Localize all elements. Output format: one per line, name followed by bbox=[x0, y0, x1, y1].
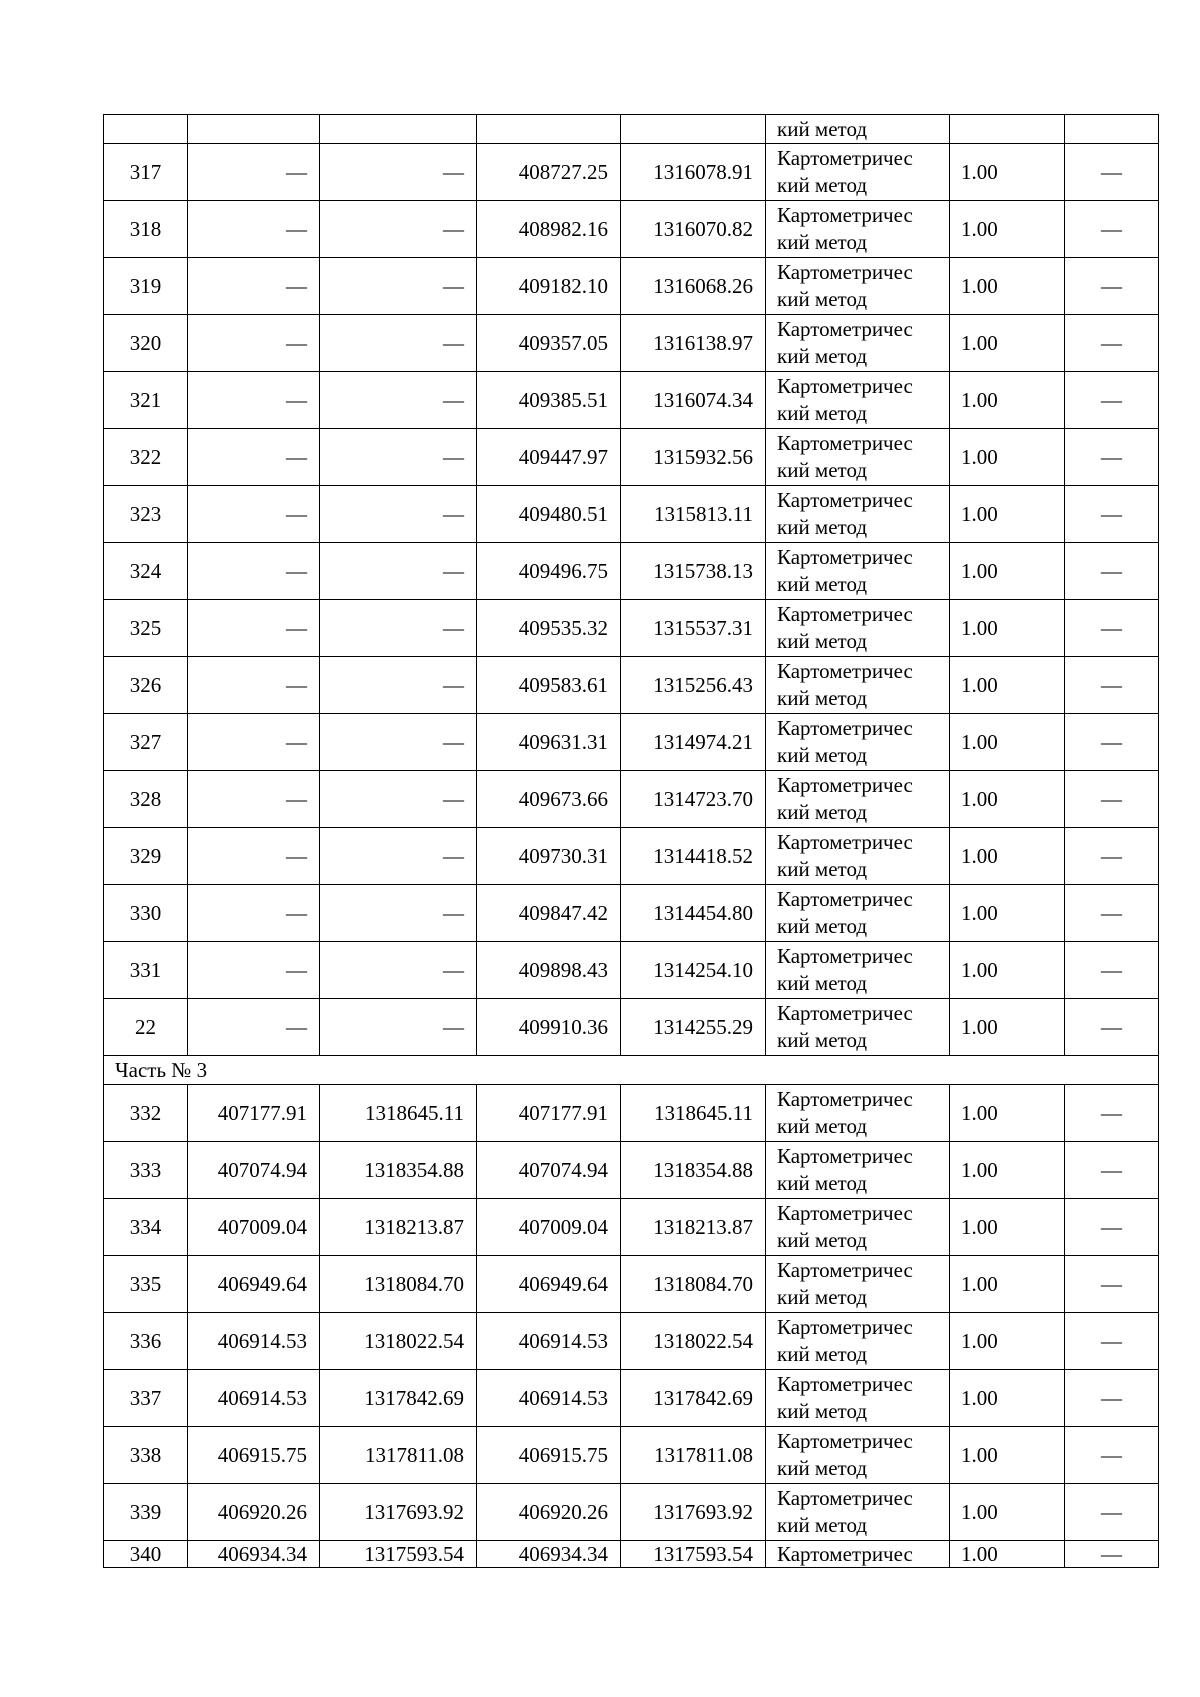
cell-point-number: 338 bbox=[104, 1427, 188, 1484]
cell-accuracy: 1.00 bbox=[950, 999, 1065, 1056]
cell-y-new: 1315932.56 bbox=[621, 429, 766, 486]
cell-point-number: 336 bbox=[104, 1313, 188, 1370]
cell-x-new: 406914.53 bbox=[477, 1313, 621, 1370]
method-line: кий метод bbox=[777, 857, 868, 881]
cell-x-new: 409385.51 bbox=[477, 372, 621, 429]
cell-accuracy: 1.00 bbox=[950, 1142, 1065, 1199]
coordinates-table bbox=[103, 114, 1159, 1568]
cell-note: — bbox=[1065, 201, 1159, 258]
method-line: Картометричес bbox=[777, 545, 913, 569]
cell-y-old: — bbox=[320, 828, 477, 885]
method-line: Картометричес bbox=[777, 374, 913, 398]
table-body bbox=[104, 115, 1159, 1568]
cell-accuracy: 1.00 bbox=[950, 714, 1065, 771]
cell-y-old: — bbox=[320, 714, 477, 771]
cell-y-old: — bbox=[320, 429, 477, 486]
cell-y-old: 1317811.08 bbox=[320, 1427, 477, 1484]
cell-x-new: 408727.25 bbox=[477, 144, 621, 201]
cell-accuracy: 1.00 bbox=[950, 1199, 1065, 1256]
cell-y-new: 1316074.34 bbox=[621, 372, 766, 429]
cell-note: — bbox=[1065, 657, 1159, 714]
cell-y-new: 1314255.29 bbox=[621, 999, 766, 1056]
cell-y-new: 1314254.10 bbox=[621, 942, 766, 999]
cell-y-new: 1314454.80 bbox=[621, 885, 766, 942]
cell-x-new: 409583.61 bbox=[477, 657, 621, 714]
cell-x-old: 406914.53 bbox=[188, 1313, 320, 1370]
cell-y-old: — bbox=[320, 315, 477, 372]
cell-y-old: 1318022.54 bbox=[320, 1313, 477, 1370]
table-row bbox=[104, 1484, 1159, 1541]
cell-x-new: 406934.34 bbox=[477, 1541, 621, 1568]
table-row bbox=[104, 1256, 1159, 1313]
cell-note: — bbox=[1065, 429, 1159, 486]
cell-note: — bbox=[1065, 1541, 1159, 1568]
table-row bbox=[104, 771, 1159, 828]
method-line: Картометричес bbox=[777, 602, 913, 626]
cell-note: — bbox=[1065, 771, 1159, 828]
method-line: Картометричес bbox=[777, 1315, 913, 1339]
cell-y-new: 1315813.11 bbox=[621, 486, 766, 543]
cell-x-new: 409447.97 bbox=[477, 429, 621, 486]
cell-accuracy: 1.00 bbox=[950, 1313, 1065, 1370]
table-row bbox=[104, 1427, 1159, 1484]
cell-point-number: 334 bbox=[104, 1199, 188, 1256]
cell-y-old: — bbox=[320, 942, 477, 999]
cell-method bbox=[766, 714, 950, 771]
cell-x-old bbox=[188, 115, 320, 144]
cell-y-new: 1316078.91 bbox=[621, 144, 766, 201]
table-row bbox=[104, 486, 1159, 543]
cell-point-number: 337 bbox=[104, 1370, 188, 1427]
cell-note: — bbox=[1065, 1199, 1159, 1256]
cell-y-new: 1318354.88 bbox=[621, 1142, 766, 1199]
method-line: кий метод bbox=[777, 230, 868, 254]
cell-accuracy: 1.00 bbox=[950, 1256, 1065, 1313]
cell-method bbox=[766, 201, 950, 258]
cell-y-new: 1315537.31 bbox=[621, 600, 766, 657]
cell-x-old: — bbox=[188, 429, 320, 486]
method-line: Картометричес bbox=[777, 1258, 913, 1282]
method-line: кий метод bbox=[777, 1513, 868, 1537]
cell-point-number: 333 bbox=[104, 1142, 188, 1199]
cell-point-number: 325 bbox=[104, 600, 188, 657]
table-row bbox=[104, 714, 1159, 771]
method-line: кий метод bbox=[777, 287, 868, 311]
cell-x-new: 406914.53 bbox=[477, 1370, 621, 1427]
cell-x-new: 406915.75 bbox=[477, 1427, 621, 1484]
cell-x-old: — bbox=[188, 486, 320, 543]
cell-y-old: — bbox=[320, 201, 477, 258]
cell-x-old: — bbox=[188, 543, 320, 600]
cell-y-new: 1314418.52 bbox=[621, 828, 766, 885]
section-row bbox=[104, 1056, 1159, 1085]
cell-note: — bbox=[1065, 1484, 1159, 1541]
cell-point-number: 323 bbox=[104, 486, 188, 543]
cell-point-number: 326 bbox=[104, 657, 188, 714]
cell-x-old: 406920.26 bbox=[188, 1484, 320, 1541]
cell-method bbox=[766, 1370, 950, 1427]
method-line: кий метод bbox=[777, 1228, 868, 1252]
cell-y-new: 1318084.70 bbox=[621, 1256, 766, 1313]
cell-x-old: — bbox=[188, 657, 320, 714]
cell-x-new: 409730.31 bbox=[477, 828, 621, 885]
cell-method bbox=[766, 372, 950, 429]
cell-note: — bbox=[1065, 1085, 1159, 1142]
cell-x-new bbox=[477, 115, 621, 144]
cell-y-new: 1318022.54 bbox=[621, 1313, 766, 1370]
cell-method bbox=[766, 657, 950, 714]
cell-x-new: 408982.16 bbox=[477, 201, 621, 258]
cell-y-new: 1314723.70 bbox=[621, 771, 766, 828]
cell-y-old: 1317693.92 bbox=[320, 1484, 477, 1541]
cell-y-old: 1317593.54 bbox=[320, 1541, 477, 1568]
cell-y-new: 1316138.97 bbox=[621, 315, 766, 372]
table-row bbox=[104, 1370, 1159, 1427]
method-line: кий метод bbox=[777, 344, 868, 368]
cell-x-new: 406949.64 bbox=[477, 1256, 621, 1313]
cell-y-new bbox=[621, 115, 766, 144]
cell-y-new: 1314974.21 bbox=[621, 714, 766, 771]
cell-method bbox=[766, 144, 950, 201]
cell-x-new: 407177.91 bbox=[477, 1085, 621, 1142]
method-line: кий метод bbox=[777, 401, 868, 425]
cell-note: — bbox=[1065, 942, 1159, 999]
cell-x-new: 409480.51 bbox=[477, 486, 621, 543]
method-line: Картометричес bbox=[777, 260, 913, 284]
cell-y-old: — bbox=[320, 258, 477, 315]
table-row bbox=[104, 1313, 1159, 1370]
cell-y-old: — bbox=[320, 372, 477, 429]
cell-y-old: 1318645.11 bbox=[320, 1085, 477, 1142]
cell-y-new: 1317842.69 bbox=[621, 1370, 766, 1427]
cell-method bbox=[766, 315, 950, 372]
method-line: Картометричес bbox=[777, 1087, 913, 1111]
cell-x-old: 406934.34 bbox=[188, 1541, 320, 1568]
cell-note: — bbox=[1065, 1256, 1159, 1313]
cell-x-old: 406949.64 bbox=[188, 1256, 320, 1313]
table-row bbox=[104, 429, 1159, 486]
cell-x-old: — bbox=[188, 315, 320, 372]
cell-y-old: — bbox=[320, 771, 477, 828]
cell-method bbox=[766, 600, 950, 657]
cell-x-new: 409535.32 bbox=[477, 600, 621, 657]
cell-point-number: 331 bbox=[104, 942, 188, 999]
table-row bbox=[104, 543, 1159, 600]
cell-method bbox=[766, 1142, 950, 1199]
cell-point-number: 327 bbox=[104, 714, 188, 771]
cell-x-old: — bbox=[188, 600, 320, 657]
method-line: Картометричес bbox=[777, 1144, 913, 1168]
cell-y-new: 1317811.08 bbox=[621, 1427, 766, 1484]
cell-y-new: 1318645.11 bbox=[621, 1085, 766, 1142]
cell-method bbox=[766, 828, 950, 885]
cell-method bbox=[766, 1313, 950, 1370]
method-line: кий метод bbox=[777, 743, 868, 767]
table-row bbox=[104, 1199, 1159, 1256]
cell-x-new: 409673.66 bbox=[477, 771, 621, 828]
method-line: Картометричес bbox=[777, 1201, 913, 1225]
method-line: кий метод bbox=[777, 515, 868, 539]
cell-note: — bbox=[1065, 714, 1159, 771]
cell-accuracy: 1.00 bbox=[950, 657, 1065, 714]
cell-point-number: 322 bbox=[104, 429, 188, 486]
cell-x-old: — bbox=[188, 201, 320, 258]
cell-x-old: — bbox=[188, 258, 320, 315]
method-line: Картометричес bbox=[777, 1429, 913, 1453]
cell-y-old: 1317842.69 bbox=[320, 1370, 477, 1427]
cell-method bbox=[766, 1427, 950, 1484]
cell-y-old: — bbox=[320, 999, 477, 1056]
cell-y-old: 1318354.88 bbox=[320, 1142, 477, 1199]
table-row-continued bbox=[104, 115, 1159, 144]
cell-method bbox=[766, 885, 950, 942]
cell-point-number: 329 bbox=[104, 828, 188, 885]
section-label: Часть № 3 bbox=[104, 1056, 1159, 1085]
cell-y-old: — bbox=[320, 885, 477, 942]
method-line: кий метод bbox=[777, 914, 868, 938]
method-line: кий метод bbox=[777, 1456, 868, 1480]
method-line: кий метод bbox=[777, 800, 868, 824]
cell-y-old bbox=[320, 115, 477, 144]
cell-accuracy: 1.00 bbox=[950, 942, 1065, 999]
cell-x-old: — bbox=[188, 372, 320, 429]
method-line: Картометричес bbox=[777, 1372, 913, 1396]
method-line: Картометричес bbox=[777, 488, 913, 512]
cell-point-number: 324 bbox=[104, 543, 188, 600]
cell-accuracy: 1.00 bbox=[950, 1370, 1065, 1427]
cell-y-old: — bbox=[320, 657, 477, 714]
method-line: кий метод bbox=[777, 686, 868, 710]
cell-accuracy: 1.00 bbox=[950, 1427, 1065, 1484]
cell-point-number: 332 bbox=[104, 1085, 188, 1142]
cell-x-new: 406920.26 bbox=[477, 1484, 621, 1541]
cell-method bbox=[766, 486, 950, 543]
cell-y-new: 1316068.26 bbox=[621, 258, 766, 315]
cell-point-number: 22 bbox=[104, 999, 188, 1056]
method-line: кий метод bbox=[777, 1028, 868, 1052]
cell-accuracy: 1.00 bbox=[950, 1541, 1065, 1568]
method-line: Картометричес bbox=[777, 203, 913, 227]
cell-method bbox=[766, 1256, 950, 1313]
cell-method bbox=[766, 1199, 950, 1256]
cell-x-new: 409898.43 bbox=[477, 942, 621, 999]
cell-note: — bbox=[1065, 600, 1159, 657]
method-line: Картометричес bbox=[777, 830, 913, 854]
cell-y-old: — bbox=[320, 543, 477, 600]
cell-y-old: 1318213.87 bbox=[320, 1199, 477, 1256]
cell-x-old: — bbox=[188, 885, 320, 942]
cell-x-old: — bbox=[188, 144, 320, 201]
method-line: Картометричес bbox=[777, 1542, 913, 1566]
cell-point-number: 318 bbox=[104, 201, 188, 258]
cell-x-new: 409910.36 bbox=[477, 999, 621, 1056]
method-line: Картометричес bbox=[777, 659, 913, 683]
cell-method bbox=[766, 771, 950, 828]
cell-x-new: 409631.31 bbox=[477, 714, 621, 771]
cell-y-new: 1316070.82 bbox=[621, 201, 766, 258]
table-row bbox=[104, 885, 1159, 942]
table-row bbox=[104, 372, 1159, 429]
method-line: Картометричес bbox=[777, 887, 913, 911]
cell-accuracy: 1.00 bbox=[950, 1085, 1065, 1142]
cell-point-number: 320 bbox=[104, 315, 188, 372]
cell-point-number: 321 bbox=[104, 372, 188, 429]
cell-note: — bbox=[1065, 1370, 1159, 1427]
table-row bbox=[104, 942, 1159, 999]
cell-accuracy: 1.00 bbox=[950, 1484, 1065, 1541]
cell-method bbox=[766, 999, 950, 1056]
method-line: Картометричес bbox=[777, 773, 913, 797]
method-line: кий метод bbox=[777, 1342, 868, 1366]
cell-accuracy: 1.00 bbox=[950, 429, 1065, 486]
method-line: Картометричес bbox=[777, 1486, 913, 1510]
cell-note: — bbox=[1065, 486, 1159, 543]
cell-x-old: 407009.04 bbox=[188, 1199, 320, 1256]
method-line: кий метод bbox=[777, 971, 868, 995]
table-row bbox=[104, 201, 1159, 258]
method-line: Картометричес bbox=[777, 146, 913, 170]
cell-method bbox=[766, 1484, 950, 1541]
cell-point-number: 328 bbox=[104, 771, 188, 828]
cell-x-old: 407177.91 bbox=[188, 1085, 320, 1142]
cell-point-number bbox=[104, 115, 188, 144]
cell-point-number: 330 bbox=[104, 885, 188, 942]
cell-accuracy: 1.00 bbox=[950, 885, 1065, 942]
cell-accuracy: 1.00 bbox=[950, 600, 1065, 657]
method-line: Картометричес bbox=[777, 944, 913, 968]
method-line: кий метод bbox=[777, 1399, 868, 1423]
cell-point-number: 339 bbox=[104, 1484, 188, 1541]
cell-accuracy: 1.00 bbox=[950, 201, 1065, 258]
table-row bbox=[104, 144, 1159, 201]
cell-y-new: 1315738.13 bbox=[621, 543, 766, 600]
cell-note: — bbox=[1065, 828, 1159, 885]
cell-method bbox=[766, 942, 950, 999]
cell-note: — bbox=[1065, 258, 1159, 315]
method-line: кий метод bbox=[777, 1285, 868, 1309]
cell-note bbox=[1065, 115, 1159, 144]
method-line: кий метод bbox=[777, 1114, 868, 1138]
cell-method bbox=[766, 258, 950, 315]
cell-accuracy: 1.00 bbox=[950, 258, 1065, 315]
cell-point-number: 340 bbox=[104, 1541, 188, 1568]
cell-accuracy: 1.00 bbox=[950, 372, 1065, 429]
cell-point-number: 335 bbox=[104, 1256, 188, 1313]
cell-y-new: 1317693.92 bbox=[621, 1484, 766, 1541]
cell-note: — bbox=[1065, 1313, 1159, 1370]
cell-point-number: 319 bbox=[104, 258, 188, 315]
cell-x-new: 409357.05 bbox=[477, 315, 621, 372]
cell-x-new: 407009.04 bbox=[477, 1199, 621, 1256]
table-row bbox=[104, 315, 1159, 372]
method-line: кий метод bbox=[777, 458, 868, 482]
cell-x-new: 409847.42 bbox=[477, 885, 621, 942]
cell-x-old: — bbox=[188, 771, 320, 828]
cell-x-old: 407074.94 bbox=[188, 1142, 320, 1199]
cell-x-old: — bbox=[188, 942, 320, 999]
table-row bbox=[104, 1085, 1159, 1142]
cell-method bbox=[766, 543, 950, 600]
method-line: кий метод bbox=[777, 173, 868, 197]
cell-accuracy: 1.00 bbox=[950, 315, 1065, 372]
cell-x-new: 409182.10 bbox=[477, 258, 621, 315]
cell-accuracy: 1.00 bbox=[950, 771, 1065, 828]
cell-method: кий метод bbox=[766, 115, 950, 144]
method-line: Картометричес bbox=[777, 317, 913, 341]
cell-note: — bbox=[1065, 372, 1159, 429]
cell-x-new: 409496.75 bbox=[477, 543, 621, 600]
cell-x-old: 406915.75 bbox=[188, 1427, 320, 1484]
table-row bbox=[104, 1541, 1159, 1568]
table-row bbox=[104, 258, 1159, 315]
cell-accuracy: 1.00 bbox=[950, 543, 1065, 600]
method-line: Картометричес bbox=[777, 1001, 913, 1025]
cell-note: — bbox=[1065, 885, 1159, 942]
method-line: кий метод bbox=[777, 572, 868, 596]
cell-method bbox=[766, 1541, 950, 1568]
cell-note: — bbox=[1065, 315, 1159, 372]
cell-x-old: — bbox=[188, 714, 320, 771]
cell-accuracy: 1.00 bbox=[950, 144, 1065, 201]
cell-x-old: 406914.53 bbox=[188, 1370, 320, 1427]
cell-y-new: 1315256.43 bbox=[621, 657, 766, 714]
cell-note: — bbox=[1065, 543, 1159, 600]
cell-x-old: — bbox=[188, 999, 320, 1056]
cell-y-new: 1318213.87 bbox=[621, 1199, 766, 1256]
method-line: Картометричес bbox=[777, 431, 913, 455]
cell-method bbox=[766, 1085, 950, 1142]
cell-method bbox=[766, 429, 950, 486]
table-row bbox=[104, 600, 1159, 657]
method-line: Картометричес bbox=[777, 716, 913, 740]
cell-point-number: 317 bbox=[104, 144, 188, 201]
cell-accuracy bbox=[950, 115, 1065, 144]
cell-note: — bbox=[1065, 999, 1159, 1056]
table-row bbox=[104, 828, 1159, 885]
cell-note: — bbox=[1065, 144, 1159, 201]
table-row bbox=[104, 1142, 1159, 1199]
cell-note: — bbox=[1065, 1427, 1159, 1484]
cell-y-new: 1317593.54 bbox=[621, 1541, 766, 1568]
table-row bbox=[104, 657, 1159, 714]
cell-accuracy: 1.00 bbox=[950, 828, 1065, 885]
method-line: кий метод bbox=[777, 1171, 868, 1195]
cell-x-old: — bbox=[188, 828, 320, 885]
cell-y-old: — bbox=[320, 144, 477, 201]
cell-y-old: 1318084.70 bbox=[320, 1256, 477, 1313]
cell-y-old: — bbox=[320, 486, 477, 543]
table-row bbox=[104, 999, 1159, 1056]
cell-x-new: 407074.94 bbox=[477, 1142, 621, 1199]
method-line: кий метод bbox=[777, 629, 868, 653]
cell-y-old: — bbox=[320, 600, 477, 657]
cell-note: — bbox=[1065, 1142, 1159, 1199]
cell-accuracy: 1.00 bbox=[950, 486, 1065, 543]
